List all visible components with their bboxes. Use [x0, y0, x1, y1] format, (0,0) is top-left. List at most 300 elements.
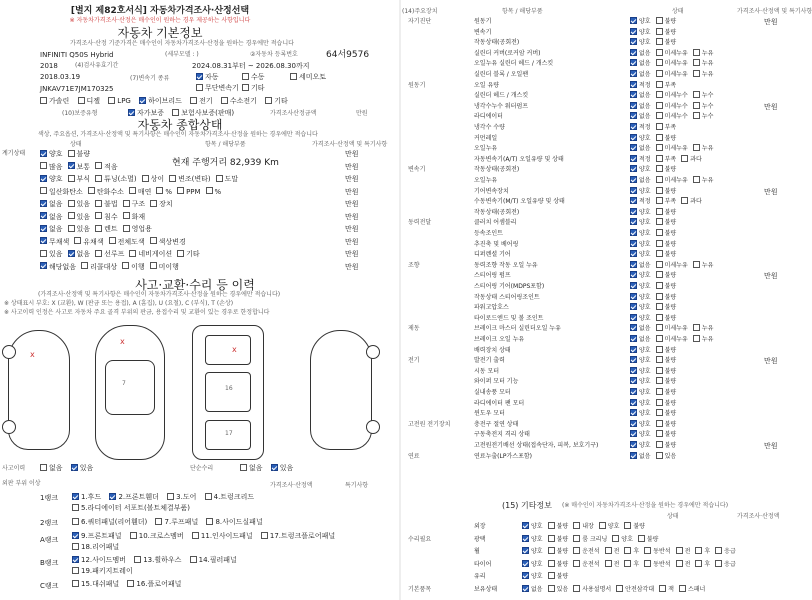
other-row-option-checkbox[interactable] [695, 560, 702, 567]
device-item-label: 라디에이터 팬 모터 [474, 399, 525, 407]
other-row-option-label: 전 [613, 560, 620, 568]
other-row-option-checkbox[interactable] [573, 522, 580, 529]
status-row-option-checkbox[interactable] [68, 150, 75, 157]
device-row [630, 209, 681, 216]
device-row-option-checkbox[interactable] [630, 441, 637, 448]
status-row-option-checkbox[interactable] [216, 175, 223, 182]
form-subtitle: ※ 자동차가격조사·산정은 매수인이 원하는 경우 제공하는 사항입니다 [69, 17, 251, 24]
device-row-option-checkbox[interactable] [630, 430, 637, 437]
device-row-option-label: 양호 [639, 208, 651, 216]
device-row-option-checkbox[interactable] [656, 165, 663, 172]
device-row-option-checkbox[interactable] [630, 399, 637, 406]
trans-auto-checkbox[interactable] [196, 73, 203, 80]
device-row-option-checkbox[interactable] [656, 155, 663, 162]
status-row-option-checkbox[interactable] [95, 250, 102, 257]
frame-front [205, 335, 251, 365]
device-row-option-checkbox[interactable] [630, 70, 637, 77]
device-item-label: 라디에이터 [474, 113, 503, 121]
device-row-option-checkbox[interactable] [656, 38, 663, 45]
device-row-option-checkbox[interactable] [630, 112, 637, 119]
status-row-option-checkbox[interactable] [169, 175, 176, 182]
device-item-label: 구동축전지 격리 상태 [474, 431, 530, 439]
simple-yes-checkbox[interactable] [271, 464, 278, 471]
device-row-option-checkbox[interactable] [693, 176, 700, 183]
other-row-option-checkbox[interactable] [548, 560, 555, 567]
status-row-option-checkbox[interactable] [123, 200, 130, 207]
device-row-option-checkbox[interactable] [630, 208, 637, 215]
device-item-label: 배력장치 상태 [474, 346, 511, 354]
simple-none-checkbox[interactable] [240, 464, 247, 471]
part-16-checkbox[interactable] [127, 580, 134, 587]
device-row-option-checkbox[interactable] [656, 17, 663, 24]
other-row-option-label: 안전삼각대 [625, 585, 655, 593]
other-row-option-checkbox[interactable] [522, 547, 529, 554]
other-row [522, 586, 710, 593]
device-row-option-checkbox[interactable] [630, 282, 637, 289]
other-row-option-checkbox[interactable] [679, 585, 686, 592]
part-12-checkbox[interactable] [72, 556, 79, 563]
device-row-option-checkbox[interactable] [693, 261, 700, 268]
status-row-option-checkbox[interactable] [150, 262, 157, 269]
status-row-option-checkbox[interactable] [123, 225, 130, 232]
device-row-option-checkbox[interactable] [656, 91, 663, 98]
part-5-checkbox[interactable] [72, 504, 79, 511]
status-row-option-checkbox[interactable] [129, 187, 136, 194]
device-row-option-checkbox[interactable] [656, 388, 663, 395]
device-row-option-label: 불량 [664, 420, 677, 428]
device-row-option-label: 불량 [664, 230, 677, 237]
other-row-option-checkbox[interactable] [573, 535, 580, 542]
other-row-option-checkbox[interactable] [659, 585, 666, 592]
status-row-option-checkbox[interactable] [74, 237, 81, 244]
status-row-unit: 만원 [345, 212, 359, 221]
device-row-option-checkbox[interactable] [630, 409, 637, 416]
device-row-option-checkbox[interactable] [630, 81, 637, 88]
device-row [630, 113, 718, 120]
status-note: 색상, 주요옵션, 가격조사·산정액 및 특기사항은 매수인이 자동차가격조사·산정을 원하는 경우에만 적습니다 [38, 131, 318, 138]
part-6-checkbox[interactable] [72, 518, 79, 525]
part-11-checkbox[interactable] [192, 532, 199, 539]
status-row-option-label: 렌트 [104, 225, 118, 233]
status-row-option-checkbox[interactable] [68, 225, 75, 232]
device-row-option-checkbox[interactable] [656, 81, 663, 88]
device-row-option-checkbox[interactable] [656, 282, 663, 289]
other-row-option-checkbox[interactable] [548, 572, 555, 579]
device-item-label: 실린더 헤드 / 개스킷 [474, 92, 529, 100]
device-row-option-checkbox[interactable] [656, 208, 663, 215]
device-row-option-checkbox[interactable] [630, 335, 637, 342]
device-item-label: 타이로드엔드 및 볼 조인트 [474, 314, 544, 322]
device-row-option-label: 양호 [639, 219, 651, 227]
device-row-option-label: 부족 [664, 124, 677, 131]
device-row-option-checkbox[interactable] [656, 261, 663, 268]
device-row-option-label: 누수 [701, 113, 714, 121]
wheel-icon [366, 345, 380, 359]
device-row-option-checkbox[interactable] [681, 197, 688, 204]
device-item-label: 수동변속기(M/T) 오일유량 및 상태 [474, 198, 565, 206]
device-row-option-checkbox[interactable] [656, 430, 663, 437]
status-row-option-label: 없음 [76, 250, 91, 258]
part-9-checkbox[interactable] [72, 532, 79, 539]
device-row-option-checkbox[interactable] [656, 123, 663, 130]
status-row-option-checkbox[interactable] [68, 212, 75, 219]
device-item-label: 시동 모터 [474, 367, 500, 375]
device-row-option-checkbox[interactable] [656, 240, 663, 247]
part-13-checkbox[interactable] [134, 556, 141, 563]
other-row-option-checkbox[interactable] [548, 535, 555, 542]
status-row-option-label: 있음 [76, 225, 91, 233]
device-row-option-checkbox[interactable] [656, 70, 663, 77]
device-row-option-checkbox[interactable] [630, 377, 637, 384]
device-row-option-checkbox[interactable] [656, 367, 663, 374]
status-row-option-checkbox[interactable] [156, 187, 163, 194]
other-row-option-label: 전 [684, 560, 691, 568]
device-item-label: 동력조향 작동 오일 누유 [474, 261, 538, 269]
status-row-option-checkbox[interactable] [95, 200, 102, 207]
device-row-option-checkbox[interactable] [656, 452, 663, 459]
device-row-option-checkbox[interactable] [656, 197, 663, 204]
status-row-option-label: 많음 [49, 162, 63, 171]
trans-auto[interactable]: 자동 [196, 73, 219, 81]
device-row-option-checkbox[interactable] [656, 399, 663, 406]
device-item-label: 파워고압호스 [474, 304, 509, 312]
device-row-option-checkbox[interactable] [656, 250, 663, 257]
status-row-option-checkbox[interactable] [150, 237, 157, 244]
other-row-option-checkbox[interactable] [644, 547, 651, 554]
device-item-label: 추진축 및 베어링 [474, 240, 519, 248]
other-row-option-label: 양호 [531, 560, 543, 568]
status-row-option-checkbox[interactable] [122, 262, 129, 269]
status-row [40, 188, 226, 196]
device-row-option-checkbox[interactable] [656, 112, 663, 119]
other-row-option-checkbox[interactable] [676, 560, 683, 567]
device-row-option-label: 부족 [664, 198, 677, 206]
device-row-option-checkbox[interactable] [630, 314, 637, 321]
part-7-checkbox[interactable] [155, 518, 162, 525]
device-row-option-checkbox[interactable] [630, 165, 637, 172]
device-row-option-checkbox[interactable] [630, 388, 637, 395]
device-row-option-checkbox[interactable] [656, 441, 663, 448]
device-row-option-checkbox[interactable] [630, 155, 637, 162]
device-row-option-checkbox[interactable] [630, 229, 637, 236]
other-row-option-checkbox[interactable] [638, 535, 645, 542]
status-row-option-label: 무채색 [49, 237, 70, 246]
device-row-option-checkbox[interactable] [656, 314, 663, 321]
device-row-option-label: 없음 [639, 452, 651, 460]
status-row-option-checkbox[interactable] [95, 162, 102, 169]
device-row-option-checkbox[interactable] [630, 176, 637, 183]
other-row-option-checkbox[interactable] [715, 560, 722, 567]
status-row-option-checkbox[interactable] [206, 187, 213, 194]
other-title: (15) 기타정보 [502, 501, 552, 510]
part-8-checkbox[interactable] [206, 518, 213, 525]
device-row-option-label: 적정 [639, 81, 651, 89]
device-row-option-checkbox[interactable] [630, 367, 637, 374]
device-row-option-checkbox[interactable] [630, 17, 637, 24]
status-row-option-checkbox[interactable] [68, 250, 75, 257]
trans-manual[interactable]: 수동 [242, 73, 265, 81]
device-row-option-label: 양호 [639, 134, 651, 142]
fuel-hybrid-checkbox[interactable] [139, 97, 146, 104]
status-row-option-checkbox[interactable] [81, 262, 88, 269]
device-row-option-checkbox[interactable] [630, 250, 637, 257]
repair-yes-checkbox[interactable] [71, 464, 78, 471]
device-row-option-checkbox[interactable] [656, 335, 663, 342]
device-item-label: 실내송풍 모터 [474, 389, 511, 396]
device-row-option-label: 없음 [639, 49, 651, 57]
trans-manual-checkbox[interactable] [242, 73, 249, 80]
other-row-option-checkbox[interactable] [605, 547, 612, 554]
device-row-option-checkbox[interactable] [693, 49, 700, 56]
device-row-option-checkbox[interactable] [630, 240, 637, 247]
part-14-checkbox[interactable] [190, 556, 197, 563]
part-10-checkbox[interactable] [130, 532, 137, 539]
device-row-option-checkbox[interactable] [693, 144, 700, 151]
section-status-title: 자동차 종합상태 [137, 118, 223, 132]
part-4-checkbox[interactable] [205, 493, 212, 500]
fuel-lpg-checkbox[interactable] [108, 97, 115, 104]
other-row-option-checkbox[interactable] [644, 560, 651, 567]
status-row-option-checkbox[interactable] [95, 175, 102, 182]
fuel-gasoline-checkbox[interactable] [40, 97, 47, 104]
other-row-option-label: 후 [704, 560, 711, 568]
device-row-option-checkbox[interactable] [630, 59, 637, 66]
status-row-option-checkbox[interactable] [177, 250, 184, 257]
status-row-option-checkbox[interactable] [40, 237, 47, 244]
device-row-option-checkbox[interactable] [630, 261, 637, 268]
device-row-option-checkbox[interactable] [693, 70, 700, 77]
device-row-option-checkbox[interactable] [656, 324, 663, 331]
status-row-option-checkbox[interactable] [68, 175, 75, 182]
fuel-other-checkbox[interactable] [265, 97, 272, 104]
device-row-option-checkbox[interactable] [630, 123, 637, 130]
device-row-option-checkbox[interactable] [630, 38, 637, 45]
trans-other-checkbox[interactable] [242, 84, 249, 91]
device-row-option-checkbox[interactable] [681, 155, 688, 162]
other-row-option-checkbox[interactable] [695, 547, 702, 554]
status-row-option-checkbox[interactable] [40, 150, 47, 157]
other-row-option-label: 룸 크리닝 [582, 535, 608, 543]
status-row-option-checkbox[interactable] [150, 200, 157, 207]
device-row-option-label: 불량 [664, 378, 677, 386]
other-row-option-checkbox[interactable] [522, 585, 529, 592]
other-row-option-checkbox[interactable] [624, 560, 631, 567]
other-row-option-checkbox[interactable] [573, 560, 580, 567]
status-row-option-checkbox[interactable] [40, 187, 47, 194]
part-2-checkbox[interactable] [109, 493, 116, 500]
other-row-option-label: 스패너 [687, 585, 706, 593]
device-row-option-checkbox[interactable] [693, 59, 700, 66]
trans-other[interactable]: 기타 [242, 84, 265, 92]
status-row-option-checkbox[interactable] [68, 162, 75, 169]
reg-number-label: ②자동차 등록번호 [250, 51, 298, 58]
device-row-option-checkbox[interactable] [656, 356, 663, 363]
device-row-option-checkbox[interactable] [630, 356, 637, 363]
device-row-option-checkbox[interactable] [630, 102, 637, 109]
status-row-option-label: 네비게이션 [138, 250, 173, 258]
device-row-option-label: 불량 [664, 166, 677, 174]
device-row-option-checkbox[interactable] [630, 91, 637, 98]
status-row-option-label: 침수 [104, 212, 118, 221]
model-year: 2018 [40, 62, 58, 70]
device-row-option-checkbox[interactable] [630, 218, 637, 225]
other-row-option-checkbox[interactable] [715, 547, 722, 554]
device-row-option-checkbox[interactable] [630, 303, 637, 310]
part-17-checkbox[interactable] [261, 532, 268, 539]
device-row-option-checkbox[interactable] [693, 324, 700, 331]
other-row-option-checkbox[interactable] [676, 547, 683, 554]
device-row-option-checkbox[interactable] [693, 91, 700, 98]
device-row-option-checkbox[interactable] [630, 420, 637, 427]
status-row-option-checkbox[interactable] [123, 212, 130, 219]
status-row-option-checkbox[interactable] [40, 200, 47, 207]
other-row-option-checkbox[interactable] [548, 585, 555, 592]
warranty-self-checkbox[interactable] [128, 109, 135, 116]
device-item-label: 원동기 [474, 18, 492, 25]
other-row-option-label: 양호 [531, 523, 543, 530]
wheel-icon [366, 420, 380, 434]
device-row-option-checkbox[interactable] [630, 144, 637, 151]
status-row-option-checkbox[interactable] [40, 262, 47, 269]
device-row-option-checkbox[interactable] [656, 409, 663, 416]
trans-cvt[interactable]: 무단변속기 [196, 84, 239, 92]
device-row-option-checkbox[interactable] [630, 49, 637, 56]
device-row-option-checkbox[interactable] [630, 271, 637, 278]
other-row-option-checkbox[interactable] [522, 522, 529, 529]
status-row-option-checkbox[interactable] [40, 225, 47, 232]
repair-none-checkbox[interactable] [40, 464, 47, 471]
device-row-option-checkbox[interactable] [693, 112, 700, 119]
device-row-option-checkbox[interactable] [656, 218, 663, 225]
device-row-option-checkbox[interactable] [656, 144, 663, 151]
device-item-label: 냉각수누수 워터펌프 [474, 102, 529, 110]
device-row-option-checkbox[interactable] [693, 102, 700, 109]
device-row-option-checkbox[interactable] [656, 59, 663, 66]
device-row-option-checkbox[interactable] [656, 377, 663, 384]
device-row [630, 251, 681, 258]
status-row-option-checkbox[interactable] [40, 175, 47, 182]
other-row-option-checkbox[interactable] [624, 547, 631, 554]
device-item-label: 연료누출(LP가스포함) [474, 452, 533, 460]
trans-semi[interactable]: 세미오토 [290, 73, 326, 81]
status-row-option-checkbox[interactable] [129, 250, 136, 257]
other-row-option-checkbox[interactable] [612, 535, 619, 542]
status-row-option-checkbox[interactable] [109, 237, 116, 244]
other-row-option-checkbox[interactable] [548, 547, 555, 554]
status-row-option-checkbox[interactable] [95, 225, 102, 232]
status-row-option-checkbox[interactable] [177, 187, 184, 194]
other-row-option-checkbox[interactable] [522, 572, 529, 579]
device-row-option-checkbox[interactable] [656, 187, 663, 194]
device-row [630, 230, 681, 237]
part-number: 16 [225, 385, 233, 392]
other-row [522, 561, 741, 568]
warranty-insurance-checkbox[interactable] [172, 109, 179, 116]
device-row-option-checkbox[interactable] [656, 420, 663, 427]
status-row-option-checkbox[interactable] [88, 187, 95, 194]
device-row-option-label: 양호 [639, 28, 651, 36]
part-15-checkbox[interactable] [72, 580, 79, 587]
device-row [630, 410, 681, 417]
fuel-diesel-checkbox[interactable] [78, 97, 85, 104]
other-row-option-checkbox[interactable] [573, 547, 580, 554]
device-item-label: 오일누유 [474, 177, 498, 184]
device-row-option-label: 양호 [639, 378, 651, 386]
part-3-checkbox[interactable] [167, 493, 174, 500]
fuel-hydrogen-checkbox[interactable] [221, 97, 228, 104]
device-row-option-checkbox[interactable] [656, 102, 663, 109]
device-row-option-checkbox[interactable] [630, 346, 637, 353]
fuel-electric-checkbox[interactable] [190, 97, 197, 104]
trans-semi-checkbox[interactable] [290, 73, 297, 80]
device-row-option-checkbox[interactable] [656, 229, 663, 236]
other-row-option-checkbox[interactable] [624, 522, 631, 529]
status-row-option-checkbox[interactable] [40, 162, 47, 169]
device-row-option-checkbox[interactable] [630, 187, 637, 194]
other-row-option-checkbox[interactable] [599, 522, 606, 529]
device-row-option-label: 양호 [639, 272, 651, 280]
other-row-option-label: 양호 [531, 535, 543, 543]
part-18-checkbox[interactable] [72, 543, 79, 550]
device-row-option-checkbox[interactable] [656, 134, 663, 141]
device-item-label: 변속기 [474, 28, 492, 36]
other-col-state: 상태 [667, 513, 679, 520]
left-page [0, 0, 398, 600]
device-row-option-checkbox[interactable] [630, 28, 637, 35]
device-row-option-checkbox[interactable] [630, 452, 637, 459]
status-row-option-checkbox[interactable] [68, 200, 75, 207]
other-row-option-label: 양호 [531, 548, 543, 555]
device-row-option-checkbox[interactable] [656, 28, 663, 35]
device-row [630, 145, 718, 152]
device-row-option-checkbox[interactable] [656, 176, 663, 183]
device-row-option-checkbox[interactable] [656, 271, 663, 278]
status-row-option-checkbox[interactable] [142, 175, 149, 182]
status-row-option-checkbox[interactable] [95, 212, 102, 219]
device-row-option-label: 양호 [639, 399, 651, 407]
status-row [40, 250, 205, 258]
status-row-option-label: 있음 [76, 212, 91, 221]
part-1-checkbox[interactable] [72, 493, 79, 500]
status-row [40, 213, 150, 221]
other-row-option-checkbox[interactable] [573, 585, 580, 592]
device-row-option-checkbox[interactable] [630, 293, 637, 300]
trans-cvt-checkbox[interactable] [196, 84, 203, 91]
other-row-option-checkbox[interactable] [522, 560, 529, 567]
device-group-label: 변속기 [408, 166, 426, 174]
other-row-option-checkbox[interactable] [548, 522, 555, 529]
other-group-label: 기본품목 [408, 585, 432, 593]
device-row-option-checkbox[interactable] [656, 346, 663, 353]
other-row-option-checkbox[interactable] [616, 585, 623, 592]
other-row-option-checkbox[interactable] [522, 535, 529, 542]
other-row-option-checkbox[interactable] [605, 560, 612, 567]
part-19-checkbox[interactable] [72, 567, 79, 574]
device-row-option-checkbox[interactable] [693, 335, 700, 342]
device-row-option-checkbox[interactable] [656, 293, 663, 300]
device-row-option-checkbox[interactable] [656, 303, 663, 310]
status-row-option-checkbox[interactable] [40, 250, 47, 257]
device-row-option-checkbox[interactable] [656, 49, 663, 56]
device-row-option-checkbox[interactable] [630, 134, 637, 141]
status-row-option-label: 장치 [159, 200, 173, 208]
device-row-option-label: 없음 [639, 177, 651, 184]
device-row-option-label: 양호 [639, 367, 651, 375]
status-row-option-checkbox[interactable] [40, 212, 47, 219]
device-row [630, 294, 681, 301]
device-row-option-checkbox[interactable] [630, 197, 637, 204]
device-row-option-checkbox[interactable] [630, 324, 637, 331]
